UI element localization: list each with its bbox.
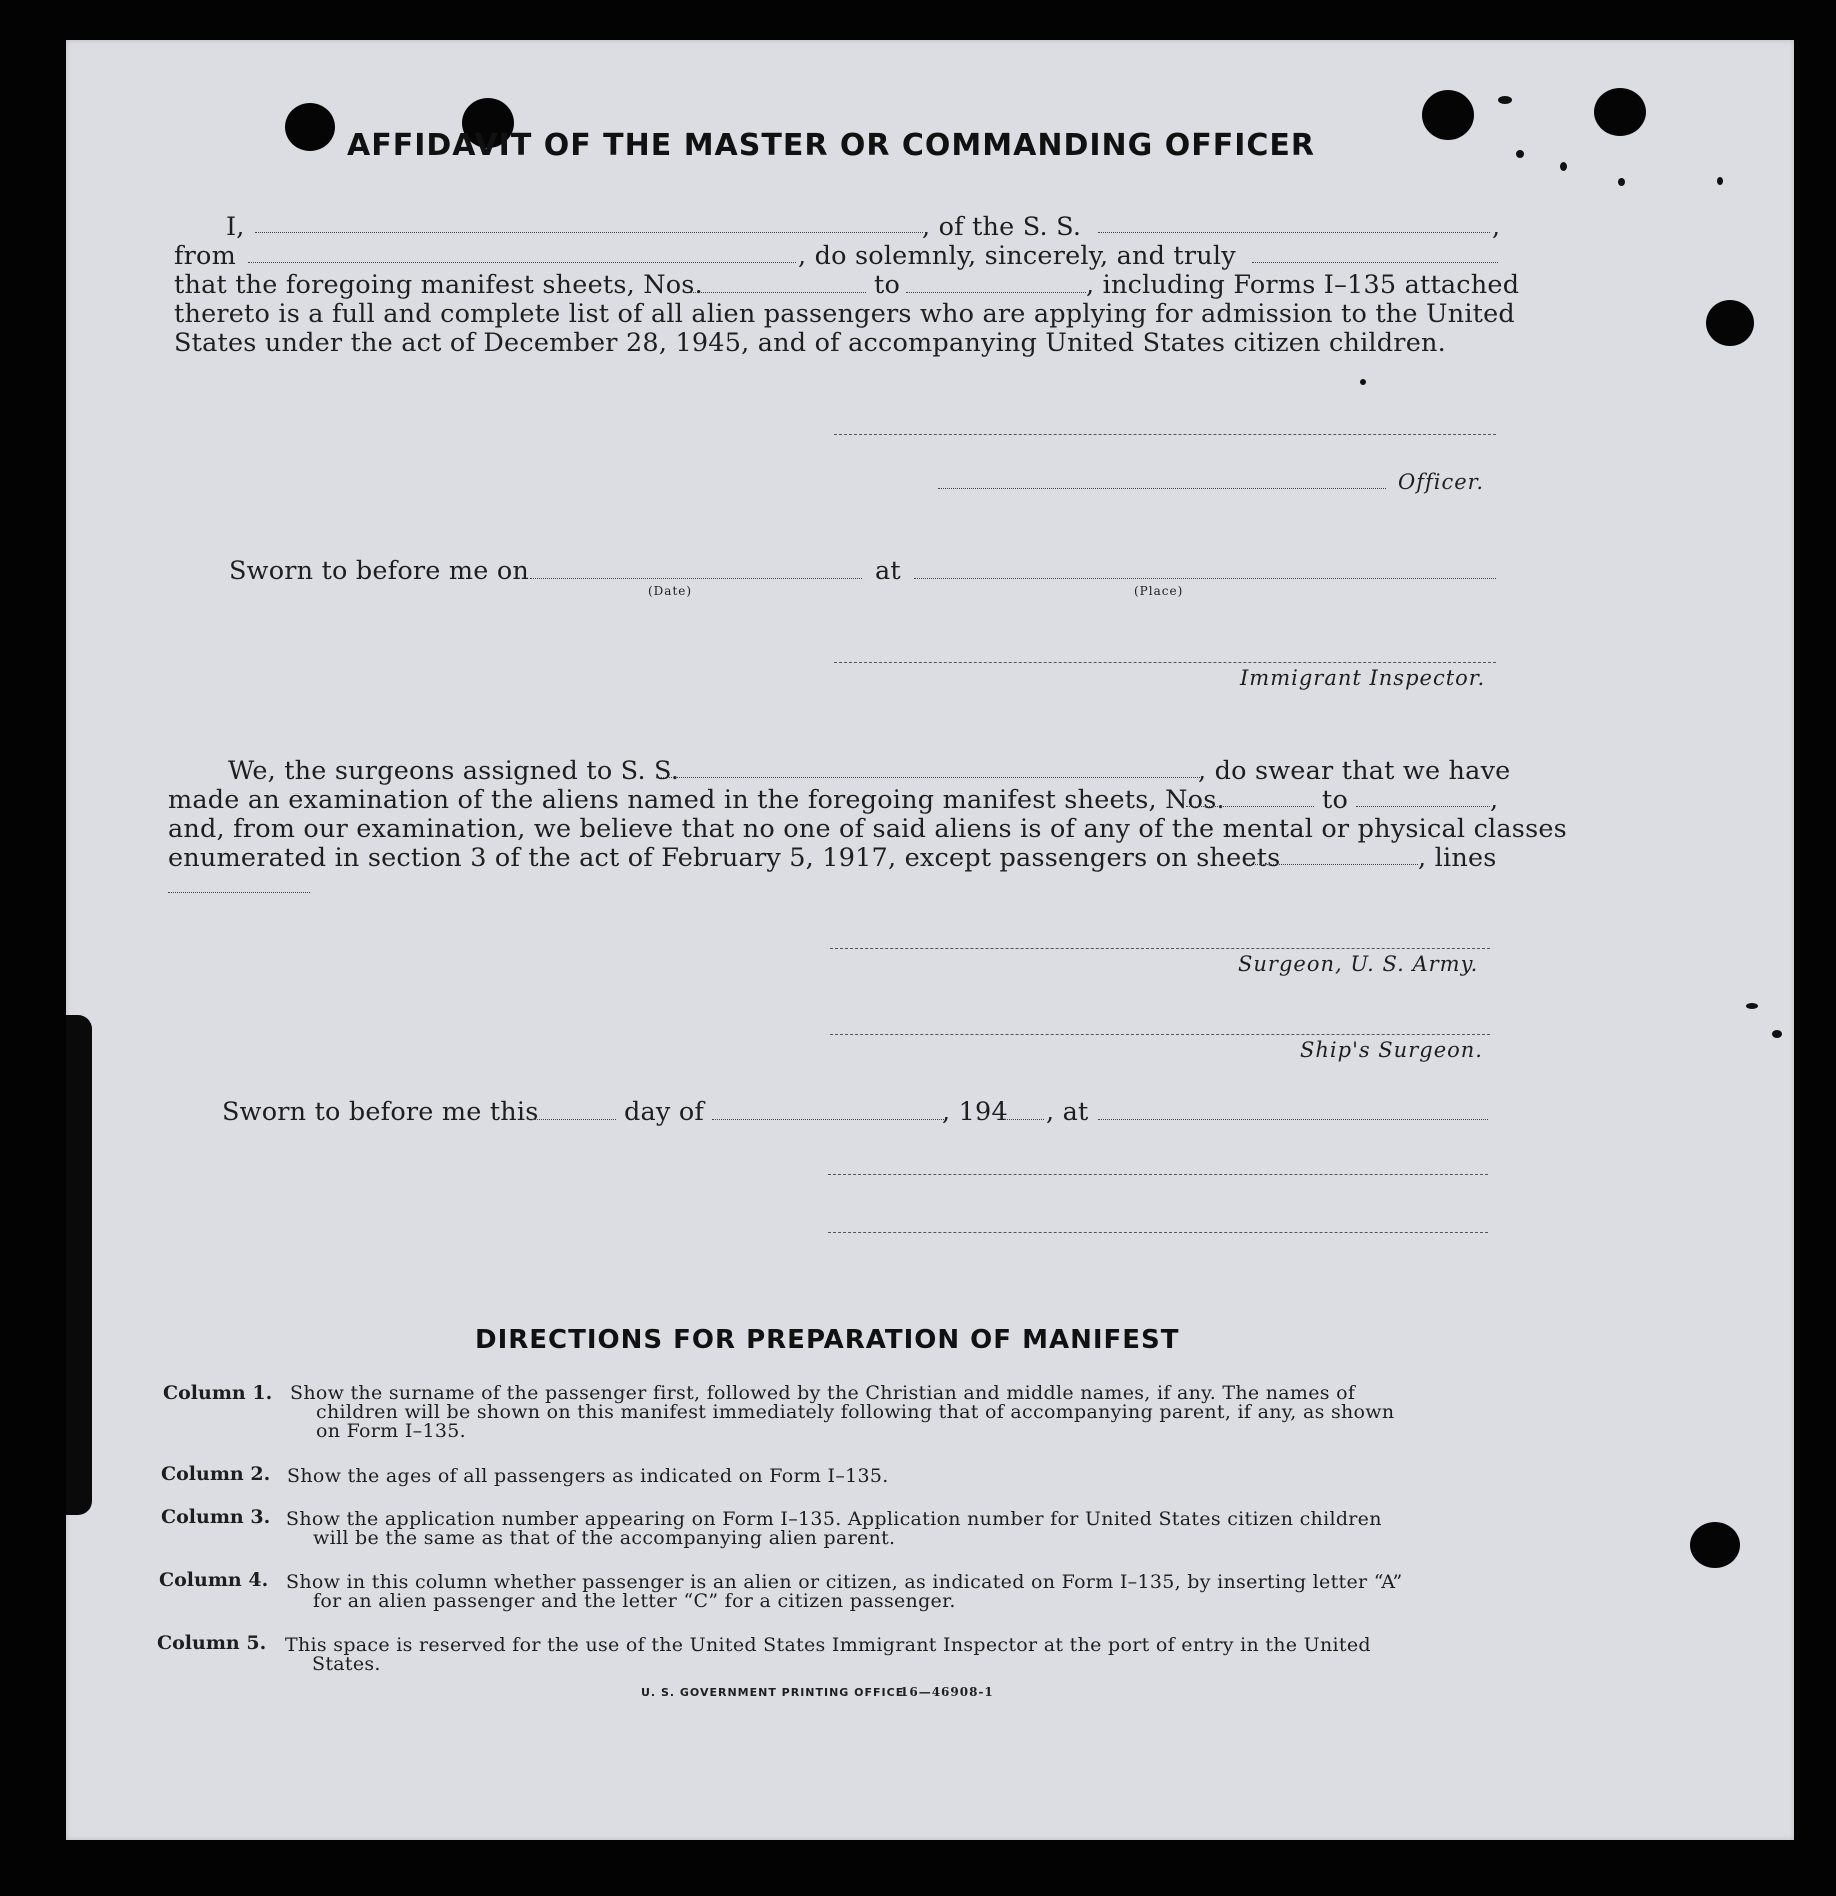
officer-signature-line-2[interactable]: [828, 1232, 1488, 1233]
column-1-line: children will be shown on this manifest immediately following that of accompanying parent, if any, as shown: [316, 1401, 1395, 1423]
sheets-to-field[interactable]: [906, 292, 1086, 293]
surgeons-to: to: [1322, 785, 1348, 815]
ship-name-field[interactable]: [1098, 232, 1490, 233]
sworn-year-field[interactable]: [1004, 1119, 1044, 1120]
sworn-at-text: at: [875, 556, 901, 586]
surgeons-enumerated: enumerated in section 3 of the act of February 5, 1917, except passengers on sheets: [168, 843, 1281, 873]
column-5-label: Column 5.: [157, 1632, 267, 1654]
surgeons-line3: and, from our examination, we believe that no one of said aliens is of any of the mental or physical classes: [168, 814, 1567, 844]
sworn-month-field[interactable]: [712, 1119, 946, 1120]
army-surgeon-label: Surgeon, U. S. Army.: [1238, 952, 1479, 976]
torn-edge: [66, 1015, 92, 1515]
except-sheets-field[interactable]: [1246, 864, 1418, 865]
sworn-at2-text: , at: [1046, 1097, 1089, 1127]
column-4-label: Column 4.: [159, 1569, 269, 1591]
column-5-line: States.: [312, 1653, 381, 1675]
inspector-signature-line[interactable]: [834, 662, 1496, 663]
ink-speck: [1360, 379, 1366, 385]
affidavit-line5: States under the act of December 28, 1945, and of accompanying United States citizen children.: [174, 328, 1446, 358]
column-5-line: This space is reserved for the use of the United States Immigrant Inspector at the port of entry in the United: [285, 1634, 1371, 1656]
column-3-text: [286, 1510, 1382, 1548]
surgeons-comma: ,: [1490, 785, 1499, 815]
sworn-year-text: , 194: [942, 1097, 1008, 1127]
punch-hole: [1422, 90, 1474, 140]
affidavit-comma: ,: [1492, 212, 1501, 242]
officer-label: Officer.: [1398, 470, 1485, 494]
affidavit-from: from: [174, 241, 236, 271]
column-4-line: for an alien passenger and the letter “C” for a citizen passenger.: [313, 1590, 956, 1612]
surgeons-sheets-from-field[interactable]: [1186, 806, 1314, 807]
punch-hole: [285, 103, 335, 151]
column-2-text: [287, 1467, 889, 1486]
affidavit-solemnly: , do solemnly, sincerely, and truly: [798, 241, 1236, 271]
officer-title-field[interactable]: [938, 488, 1386, 489]
sworn-this-text: Sworn to before me this: [222, 1097, 539, 1127]
surgeons-intro: We, the surgeons assigned to S. S.: [228, 756, 680, 786]
punch-hole: [1594, 88, 1646, 136]
surgeons-sheets-to-field[interactable]: [1356, 806, 1490, 807]
directions-heading: DIRECTIONS FOR PREPARATION OF MANIFEST: [475, 1325, 1180, 1355]
date-caption: (Date): [648, 584, 693, 598]
column-1-line: Show the surname of the passenger first, followed by the Christian and middle names, if any. The names of: [290, 1382, 1356, 1404]
affidavit-forms: , including Forms I–135 attached: [1086, 270, 1520, 300]
sworn-day-of-text: day of: [624, 1097, 705, 1127]
column-4-line: Show in this column whether passenger is an alien or citizen, as indicated on Form I–135, by inserting letter “A”: [286, 1571, 1403, 1593]
surgeons-exam: made an examination of the aliens named in the foregoing manifest sheets, Nos.: [168, 785, 1225, 815]
sheets-from-field[interactable]: [690, 292, 866, 293]
column-3-label: Column 3.: [161, 1506, 271, 1528]
sworn-date-field[interactable]: [530, 578, 862, 579]
surgeons-swear: , do swear that we have: [1198, 756, 1511, 786]
column-4-text: [286, 1573, 1403, 1611]
surgeons-lines: , lines: [1418, 843, 1497, 873]
surgeons-ship-field[interactable]: [656, 777, 1200, 778]
inspector-label: Immigrant Inspector.: [1240, 666, 1486, 690]
master-name-field[interactable]: [255, 232, 923, 233]
ink-speck: [1618, 178, 1625, 186]
column-3-line: will be the same as that of the accompanying alien parent.: [313, 1527, 896, 1549]
ink-speck: [1498, 96, 1512, 104]
column-3-line: Show the application number appearing on Form I–135. Application number for United States citizen children: [286, 1508, 1382, 1530]
affidavit-i: I,: [226, 212, 245, 242]
except-lines-field[interactable]: [168, 892, 310, 893]
affidavit-line4: thereto is a full and complete list of all alien passengers who are applying for admission to the United: [174, 299, 1515, 329]
punch-hole: [1690, 1522, 1740, 1568]
ship-surgeon-label: Ship's Surgeon.: [1300, 1038, 1483, 1062]
ink-speck: [1516, 150, 1524, 158]
sworn-place-field[interactable]: [914, 578, 1496, 579]
officer-signature-line-1[interactable]: [828, 1174, 1488, 1175]
punch-hole: [1706, 300, 1754, 346]
ship-surgeon-signature-line[interactable]: [830, 1034, 1490, 1035]
column-1-text: [290, 1384, 1394, 1441]
affidavit-heading: AFFIDAVIT OF THE MASTER OR COMMANDING OFFICER: [347, 128, 1315, 163]
sworn-place2-field[interactable]: [1098, 1119, 1488, 1120]
ink-speck: [1772, 1030, 1782, 1038]
column-2-line: Show the ages of all passengers as indicated on Form I–135.: [287, 1465, 889, 1487]
ink-speck: [1717, 177, 1723, 185]
from-port-field[interactable]: [248, 262, 796, 263]
column-1-label: Column 1.: [163, 1382, 273, 1404]
sworn-day-field[interactable]: [532, 1119, 616, 1120]
affidavit-sheets: that the foregoing manifest sheets, Nos.: [174, 270, 703, 300]
affirmation-field[interactable]: [1252, 262, 1498, 263]
form-code: 16—46908-1: [900, 1685, 994, 1699]
printing-office-imprint: U. S. GOVERNMENT PRINTING OFFICE: [641, 1686, 905, 1699]
sworn-on-text: Sworn to before me on: [229, 556, 530, 586]
affidavit-to: to: [874, 270, 900, 300]
ink-speck: [1746, 1003, 1758, 1009]
affidavit-of-ss: , of the S. S.: [922, 212, 1082, 242]
column-2-label: Column 2.: [161, 1463, 271, 1485]
master-signature-line[interactable]: [834, 434, 1496, 435]
column-1-line: on Form I–135.: [316, 1420, 466, 1442]
place-caption: (Place): [1134, 584, 1184, 598]
ink-speck: [1560, 162, 1567, 171]
army-surgeon-signature-line[interactable]: [830, 948, 1490, 949]
column-5-text: [285, 1636, 1371, 1674]
